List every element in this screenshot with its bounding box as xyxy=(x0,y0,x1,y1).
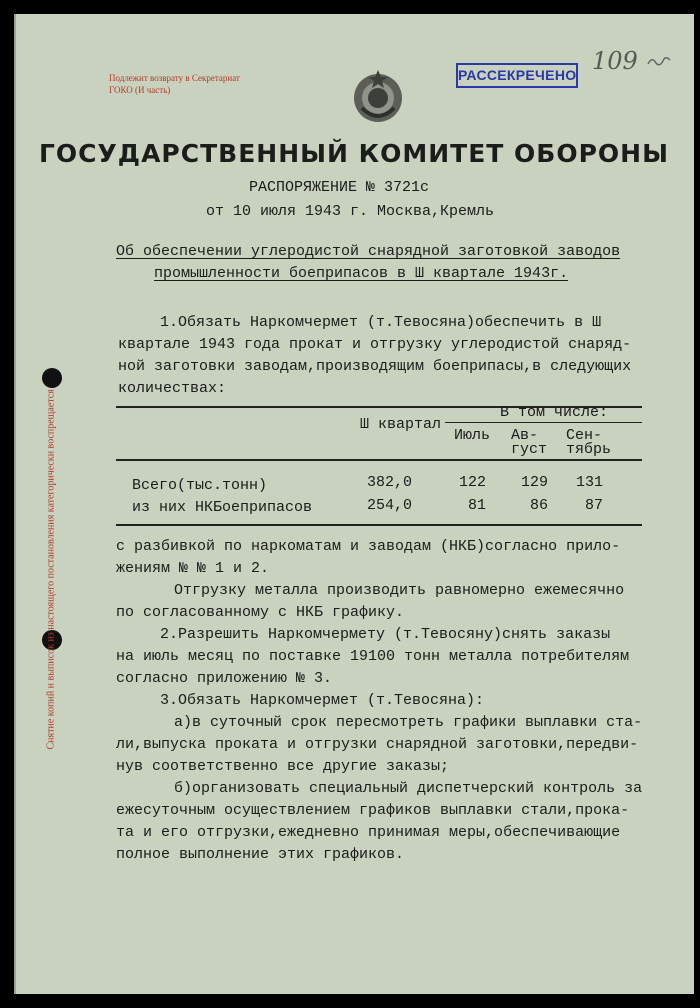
paragraph-line: жениям № № 1 и 2. xyxy=(116,560,270,577)
paragraph-line: нув соответственно все другие заказы; xyxy=(116,758,450,775)
table-rule-bottom xyxy=(116,524,642,526)
table-header-including: В том числе: xyxy=(500,404,609,421)
table-row-label: Всего(тыс.тонн) xyxy=(132,477,268,494)
paragraph-line: согласно приложению № 3. xyxy=(116,670,333,687)
document-title: ГОСУДАРСТВЕННЫЙ КОМИТЕТ ОБОРОНЫ xyxy=(39,139,669,168)
table-cell-quarter: 254,0 xyxy=(366,497,412,514)
page-number: 109 xyxy=(592,47,638,75)
table-cell-sep: 131 xyxy=(575,474,603,491)
paragraph-line: б)организовать специальный диспетчерский контроль за xyxy=(174,780,643,797)
paragraph-line: та и его отгрузки,ежедневно принимая меры,обеспечивающие xyxy=(116,824,621,841)
pencil-mark-icon xyxy=(646,54,672,68)
table-header-aug: Ав- xyxy=(511,427,539,444)
subject-line: промышленности боеприпасов в Ш квартале 1943г. xyxy=(154,265,569,282)
paragraph-line: полное выполнение этих графиков. xyxy=(116,846,405,863)
table-rule-mid xyxy=(116,459,642,461)
table-header-july: Июль xyxy=(454,427,491,444)
table-header-sep: Сен- xyxy=(566,427,603,444)
paragraph-line: Отгрузку металла производить равномерно ежемесячно xyxy=(174,582,625,599)
subject-line: Об обеспечении углеродистой снарядной заготовкой заводов xyxy=(116,243,621,260)
document-page xyxy=(14,14,694,994)
paragraph-line: 1.Обязать Наркомчермет (т.Тевосяна)обеспечить в Ш xyxy=(160,314,602,331)
table-header-quarter: Ш квартал xyxy=(360,416,442,433)
paragraph-line: с разбивкой по наркоматам и заводам (НКБ)согласно прило- xyxy=(116,538,621,555)
table-header-aug: густ xyxy=(511,441,548,458)
table-cell-aug: 86 xyxy=(529,497,548,514)
table-row-label: из них НКБоеприпасов xyxy=(132,499,313,516)
paragraph-line: квартале 1943 года прокат и отгрузку углеродистой снаряд- xyxy=(118,336,632,353)
table-cell-sep: 87 xyxy=(584,497,603,514)
return-note-line: Подлежит возврату в Секретариат xyxy=(109,73,240,83)
table-cell-july: 81 xyxy=(467,497,486,514)
return-note-line: ГОКО (И часть) xyxy=(109,85,171,95)
table-rule-sub xyxy=(445,422,642,423)
order-number: РАСПОРЯЖЕНИЕ № 3721с xyxy=(249,179,430,196)
paragraph-line: а)в суточный срок пересмотреть графики выплавки ста- xyxy=(174,714,643,731)
state-emblem-icon xyxy=(348,66,408,126)
return-note xyxy=(109,72,240,96)
table-cell-quarter: 382,0 xyxy=(366,474,412,491)
margin-warning: Снятие копий и выписок из настоящего постановления категорически воспрещается xyxy=(45,389,57,750)
order-date: от 10 июля 1943 г. Москва,Кремль xyxy=(206,203,495,220)
table-cell-aug: 129 xyxy=(520,474,548,491)
paragraph-line: по согласованному с НКБ графику. xyxy=(116,604,405,621)
paragraph-line: на июль месяц по поставке 19100 тонн металла потребителям xyxy=(116,648,630,665)
table-cell-july: 122 xyxy=(458,474,486,491)
paragraph-line: ли,выпуска проката и отгрузки снарядной заготовки,передви- xyxy=(116,736,639,753)
table-header-sep: тябрь xyxy=(566,441,612,458)
declassified-stamp: РАССЕКРЕЧЕНО xyxy=(456,63,578,88)
paragraph-line: ной заготовки заводам,производящим боеприпасы,в следующих xyxy=(118,358,632,375)
paragraph-line: количествах: xyxy=(118,380,227,397)
paragraph-line: ежесуточным осуществлением графиков выплавки стали,прока- xyxy=(116,802,630,819)
paragraph-line: 2.Разрешить Наркомчермету (т.Тевосяну)снять заказы xyxy=(160,626,611,643)
paragraph-line: 3.Обязать Наркомчермет (т.Тевосяна): xyxy=(160,692,485,709)
